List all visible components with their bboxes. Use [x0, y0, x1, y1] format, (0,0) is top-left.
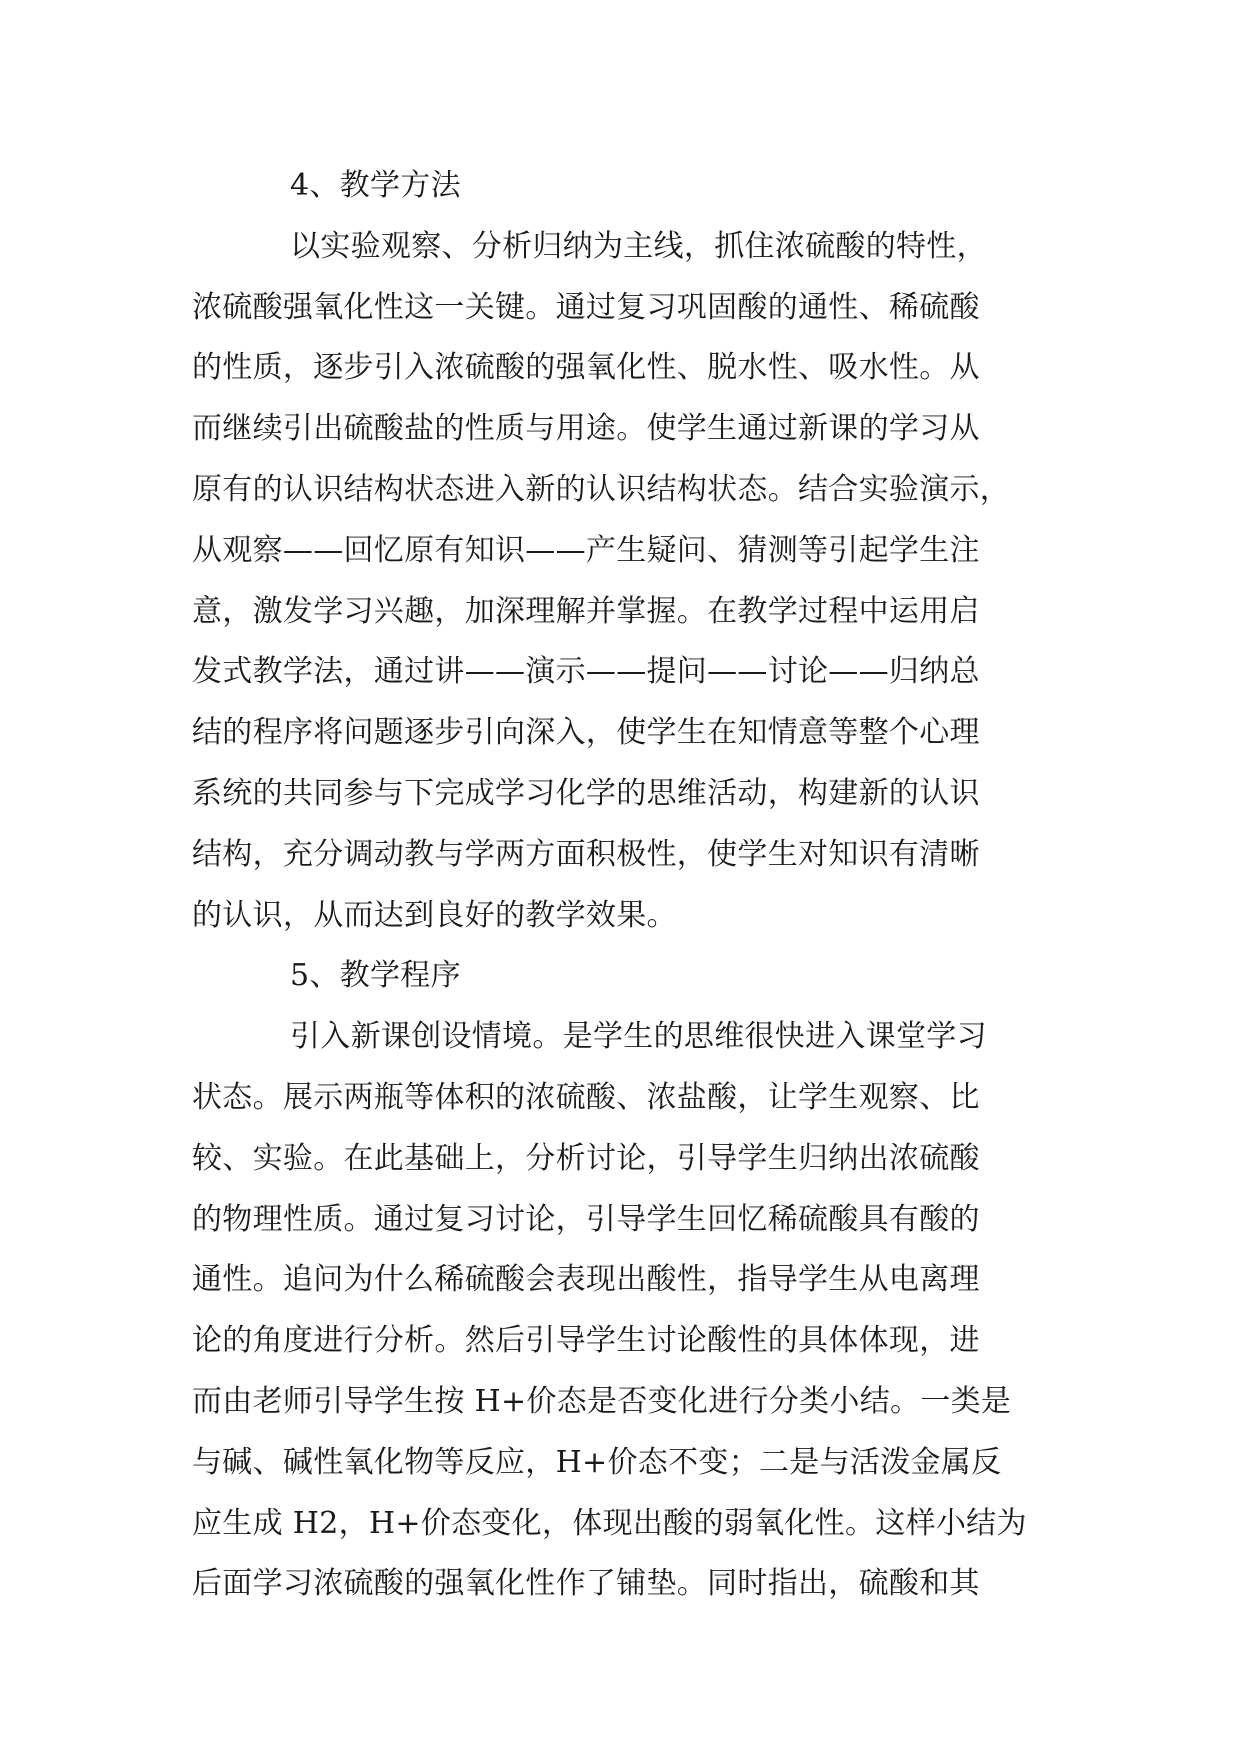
paragraph-line: 系统的共同参与下完成学习化学的思维活动，构建新的认识: [192, 775, 980, 811]
paragraph-teaching-procedure: [192, 1007, 1052, 1615]
paragraph-line: 浓硫酸强氧化性这一关键。通过复习巩固酸的通性、稀硫酸: [192, 289, 980, 325]
paragraph-line: 从观察——回忆原有知识——产生疑问、猜测等引起学生注: [192, 532, 980, 568]
paragraph-line: 与碱、碱性氧化物等反应，H+价态不变；二是与活泼金属反: [192, 1444, 1002, 1480]
paragraph-line: 通性。追问为什么稀硫酸会表现出酸性，指导学生从电离理: [192, 1262, 980, 1298]
section-heading-teaching-method: 4、教学方法: [290, 168, 461, 203]
paragraph-teaching-method: [192, 217, 1052, 947]
document-body: [192, 156, 1052, 1615]
section-heading-teaching-procedure: 5、教学程序: [290, 958, 461, 994]
paragraph-line: 应生成 H2，H+价态变化，体现出酸的弱氧化性。这样小结为: [192, 1505, 1027, 1541]
paragraph-line: 意，激发学习兴趣，加深理解并掌握。在教学过程中运用启: [192, 593, 980, 629]
paragraph-line: 状态。展示两瓶等体积的浓硫酸、浓盐酸，让学生观察、比: [192, 1079, 980, 1115]
paragraph-line: 而继续引出硫酸盐的性质与用途。使学生通过新课的学习从: [192, 411, 980, 447]
paragraph-line: 后面学习浓硫酸的强氧化性作了铺垫。同时指出，硫酸和其: [192, 1566, 980, 1602]
paragraph-line: 发式教学法，通过讲——演示——提问——讨论——归纳总: [192, 654, 980, 690]
paragraph-line: 的物理性质。通过复习讨论，引导学生回忆稀硫酸具有酸的: [192, 1201, 980, 1237]
paragraph-line: 引入新课创设情境。是学生的思维很快进入课堂学习: [290, 1019, 987, 1055]
paragraph-line: 以实验观察、分析归纳为主线，抓住浓硫酸的特性，: [290, 228, 987, 264]
paragraph-line: 的性质，逐步引入浓硫酸的强氧化性、脱水性、吸水性。从: [192, 350, 980, 386]
paragraph-line: 结的程序将问题逐步引向深入，使学生在知情意等整个心理: [192, 715, 980, 751]
paragraph-line: 较、实验。在此基础上，分析讨论，引导学生归纳出浓硫酸: [192, 1140, 980, 1176]
paragraph-line: 而由老师引导学生按 H+价态是否变化进行分类小结。一类是: [192, 1383, 1012, 1419]
paragraph-line: 原有的认识结构状态进入新的认识结构状态。结合实验演示，: [192, 471, 1011, 507]
paragraph-line: 的认识，从而达到良好的教学效果。: [192, 897, 677, 933]
paragraph-line: 结构，充分调动教与学两方面积极性，使学生对知识有清晰: [192, 836, 980, 872]
paragraph-line: 论的角度进行分析。然后引导学生讨论酸性的具体体现，进: [192, 1323, 980, 1359]
